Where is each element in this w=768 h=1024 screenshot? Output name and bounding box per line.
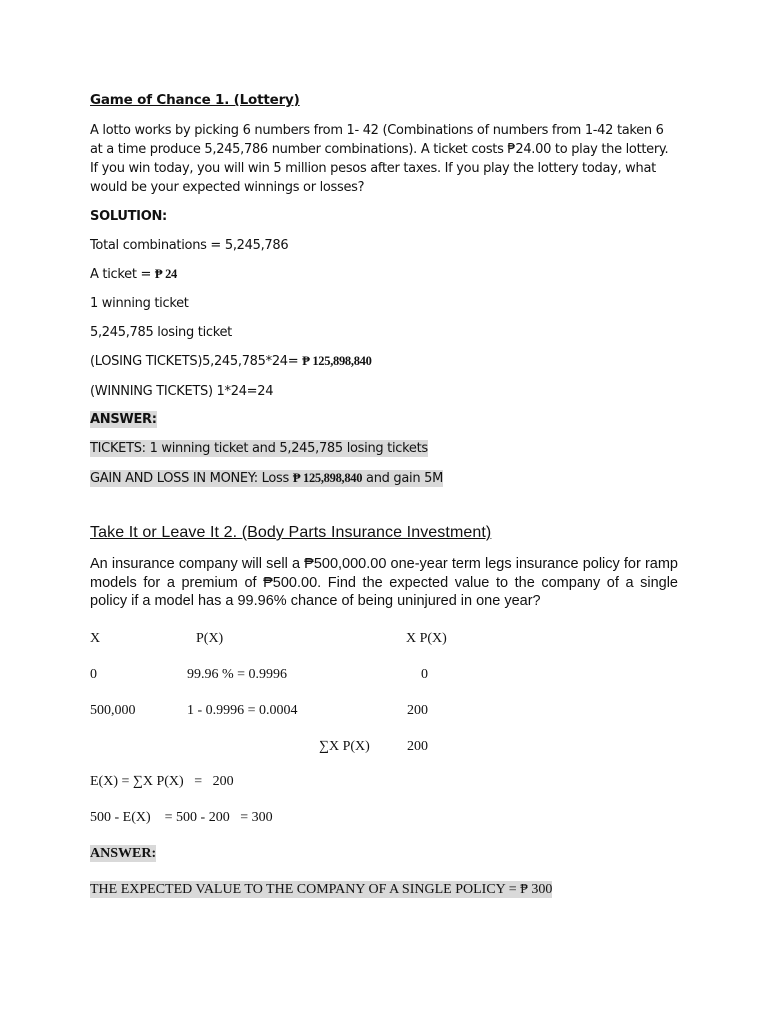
losing-calc-prefix: (LOSING TICKETS)5,245,785*24= bbox=[90, 354, 303, 369]
section-title-lottery: Game of Chance 1. (Lottery) bbox=[90, 92, 300, 108]
losing-ticket-line: 5,245,785 losing ticket bbox=[90, 325, 232, 340]
table-row-2-xpx: 200 bbox=[407, 703, 428, 718]
insurance-problem-text: An insurance company will sell a ₱500,000.00 one-year term legs insurance policy for ramp models for a premium of ₱500.00. Find the expected value to the company of a single policy if a model has a 99.96% chance of being uninjured in one year? bbox=[90, 556, 678, 609]
table-sum-value: 200 bbox=[407, 739, 428, 754]
table-row-1-px: 99.96 % = 0.9996 bbox=[187, 667, 288, 682]
table-header-px: P(X) bbox=[196, 631, 224, 646]
answer-money-line bbox=[90, 469, 443, 488]
answer-tickets-line bbox=[90, 439, 428, 458]
answer-label-lottery bbox=[90, 410, 157, 429]
table-row-2-px: 1 - 0.9996 = 0.0004 bbox=[187, 703, 298, 718]
table-row-1-xpx: 0 bbox=[421, 667, 428, 682]
ticket-price-line bbox=[90, 265, 177, 284]
winning-ticket-line: 1 winning ticket bbox=[90, 296, 189, 311]
answer-label-lottery-text: ANSWER: bbox=[90, 412, 157, 427]
expected-value-line: E(X) = ∑X P(X) = 200 bbox=[90, 774, 234, 789]
losing-calc-value: ₱ 125,898,840 bbox=[302, 354, 372, 368]
answer-money-prefix: GAIN AND LOSS IN MONEY: Loss bbox=[90, 471, 293, 486]
answer-insurance-line bbox=[90, 882, 552, 898]
section-title-insurance: Take It or Leave It 2. (Body Parts Insurance Investment) bbox=[90, 524, 492, 541]
answer-money-highlight bbox=[90, 470, 443, 487]
losing-calc-line bbox=[90, 352, 372, 371]
answer-insurance-text: THE EXPECTED VALUE TO THE COMPANY OF A SINGLE POLICY = ₱ 300 bbox=[90, 882, 553, 897]
lottery-problem-text: A lotto works by picking 6 numbers from 1- 42 (Combinations of numbers from 1-42 taken 6 at a time produce 5,245,786 number combinations). A ticket costs ₱24.00 to play the lottery. If you win today, you will win 5 million pesos after taxes. If you play the lottery today, what would be your expected winnings or losses? bbox=[90, 123, 669, 195]
answer-label-insurance-text: ANSWER: bbox=[90, 846, 157, 861]
answer-label-insurance bbox=[90, 846, 156, 862]
answer-money-suffix: and gain 5M bbox=[362, 471, 444, 486]
table-row-2-x: 500,000 bbox=[90, 703, 136, 718]
answer-tickets-text: TICKETS: 1 winning ticket and 5,245,785 losing tickets bbox=[90, 441, 428, 456]
ticket-price-value: ₱ 24 bbox=[154, 267, 177, 281]
table-header-xpx: X P(X) bbox=[406, 631, 447, 646]
table-sum-label: ∑X P(X) bbox=[319, 739, 370, 754]
winning-calc-line: (WINNING TICKETS) 1*24=24 bbox=[90, 384, 274, 399]
total-combinations-line: Total combinations = 5,245,786 bbox=[90, 238, 289, 253]
solution-label: SOLUTION: bbox=[90, 209, 167, 224]
table-row-1-x: 0 bbox=[90, 667, 97, 682]
table-header-x: X bbox=[90, 631, 101, 646]
answer-money-value: ₱ 125,898,840 bbox=[292, 471, 363, 485]
difference-line: 500 - E(X) = 500 - 200 = 300 bbox=[90, 810, 273, 825]
ticket-price-prefix: A ticket = bbox=[90, 267, 155, 282]
